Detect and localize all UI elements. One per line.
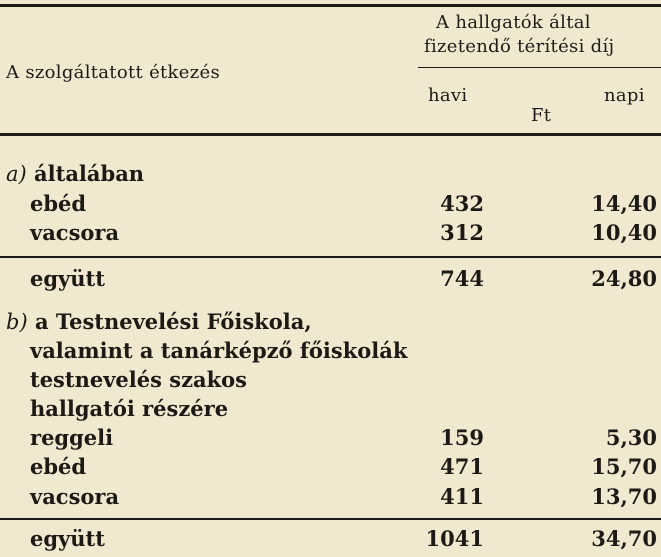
section-b-row-napi: 5,30 — [605, 425, 657, 450]
section-b-title-line: valamint a tanárképző főiskolák — [30, 338, 408, 363]
section-b-row-napi: 13,70 — [591, 484, 657, 509]
top-rule — [0, 4, 661, 7]
section-b-total-rule — [0, 518, 661, 520]
section-b-total-havi: 1041 — [425, 526, 484, 551]
section-a-total-napi: 24,80 — [591, 266, 657, 291]
section-b-row-label: vacsora — [30, 484, 120, 509]
section-a-row-label: vacsora — [30, 220, 120, 245]
section-a-row-havi: 432 — [440, 191, 484, 216]
header-col2-line2: fizetendő térítési díj — [424, 36, 615, 57]
header-col1: A szolgáltatott étkezés — [6, 62, 220, 83]
section-b-row-label: reggeli — [30, 425, 114, 450]
section-a-row-label: ebéd — [30, 191, 87, 216]
section-a-row-havi: 312 — [440, 220, 484, 245]
header-col2-line1: A hallgatók által — [436, 12, 591, 33]
section-a-total-rule — [0, 256, 661, 258]
section-b-total-napi: 34,70 — [591, 526, 657, 551]
section-b-title-line: testnevelés szakos — [30, 367, 247, 392]
section-b-title-line: hallgatói részére — [30, 396, 229, 421]
section-b-title-line: a Testnevelési Főiskola, — [34, 309, 312, 334]
header-unit: Ft — [531, 105, 552, 126]
section-a-row-napi: 10,40 — [591, 220, 657, 245]
section-a-total-label: együtt — [30, 266, 105, 291]
section-b-heading — [6, 311, 312, 333]
section-b-row-havi: 471 — [440, 454, 484, 479]
header-havi: havi — [428, 85, 468, 106]
section-b-marker: b) — [6, 310, 28, 334]
header-bottom-rule — [0, 133, 661, 136]
section-b-row-havi: 159 — [440, 425, 484, 450]
section-a-heading — [6, 163, 144, 185]
section-a-title: általában — [34, 161, 145, 186]
section-b-row-label: ebéd — [30, 454, 87, 479]
section-a-row-napi: 14,40 — [591, 191, 657, 216]
section-a-total-havi: 744 — [440, 266, 484, 291]
section-b-total-label: együtt — [30, 526, 105, 551]
header-inner-rule — [418, 67, 661, 68]
section-a-marker: a) — [6, 162, 27, 186]
header-napi: napi — [604, 85, 645, 106]
section-b-row-havi: 411 — [440, 484, 484, 509]
section-b-row-napi: 15,70 — [591, 454, 657, 479]
